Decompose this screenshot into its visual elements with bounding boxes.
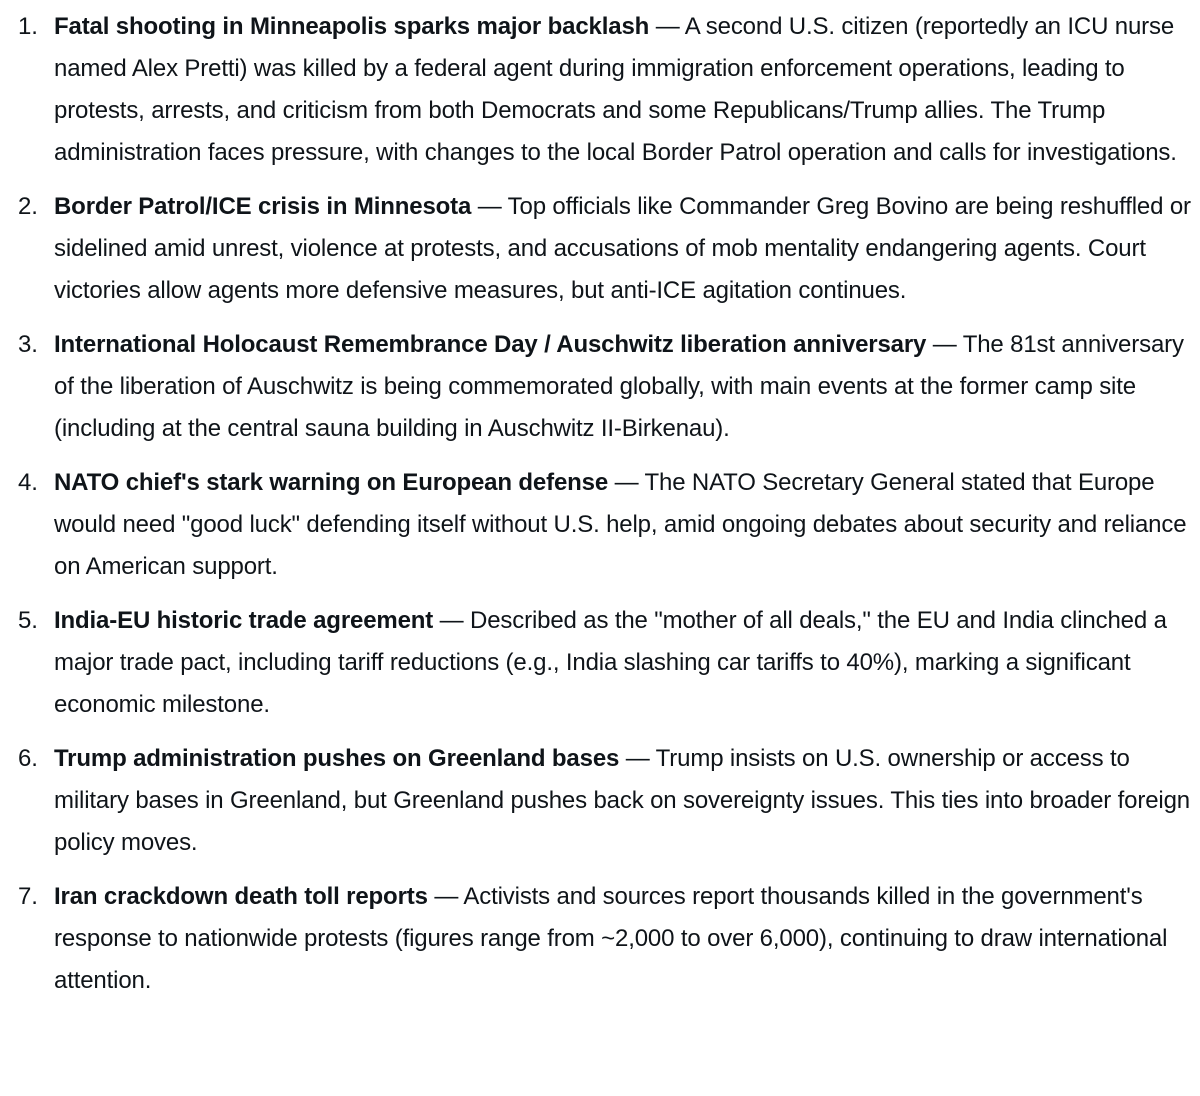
item-body: — Trump insists on U.S. ownership or access to military bases in Greenland, but Greenland pushes back on sovereignty issues. This ties into broader foreign policy moves. [54,745,1190,856]
item-number: 4. [18,469,38,496]
list-item [0,186,1200,312]
item-headline: NATO chief's stark warning on European defense [54,469,609,496]
item-headline: Border Patrol/ICE crisis in Minnesota [54,193,472,220]
item-body: — The 81st anniversary of the liberation of Auschwitz is being commemorated globally, with main events at the former camp site (including at the central sauna building in Auschwitz II-Birkenau). [54,331,1184,442]
item-headline: International Holocaust Remembrance Day / Auschwitz liberation anniversary [54,331,927,358]
item-body: — The NATO Secretary General stated that Europe would need "good luck" defending itself without U.S. help, amid ongoing debates about security and reliance on American support. [54,469,1187,580]
item-headline: India-EU historic trade agreement [54,607,434,634]
list-item [0,6,1200,174]
item-body: — Top officials like Commander Greg Bovino are being reshuffled or sidelined amid unrest, violence at protests, and accusations of mob mentality endangering agents. Court victories allow agents more defensive measures, but anti-ICE agitation continues. [54,193,1191,304]
item-number: 7. [18,883,38,910]
list-item [0,324,1200,450]
list-item [0,600,1200,726]
item-headline: Iran crackdown death toll reports [54,883,428,910]
news-list [0,6,1200,1014]
list-item [0,462,1200,588]
item-headline: Fatal shooting in Minneapolis sparks major backlash [54,13,650,40]
item-number: 2. [18,193,38,220]
item-number: 5. [18,607,38,634]
item-headline: Trump administration pushes on Greenland bases [54,745,620,772]
list-item [0,738,1200,864]
item-body: — Described as the "mother of all deals," the EU and India clinched a major trade pact, including tariff reductions (e.g., India slashing car tariffs to 40%), marking a significant economic milestone. [54,607,1167,718]
item-number: 3. [18,331,38,358]
list-item [0,876,1200,1002]
item-number: 6. [18,745,38,772]
item-body: — A second U.S. citizen (reportedly an ICU nurse named Alex Pretti) was killed by a federal agent during immigration enforcement operations, leading to protests, arrests, and criticism from both Democrats and some Republicans/Trump allies. The Trump administration faces pressure, with changes to the local Border Patrol operation and calls for investigations. [54,13,1177,166]
item-number: 1. [18,13,38,40]
item-body: — Activists and sources report thousands killed in the government's response to nationwide protests (figures range from ~2,000 to over 6,000), continuing to draw international attention. [54,883,1168,994]
